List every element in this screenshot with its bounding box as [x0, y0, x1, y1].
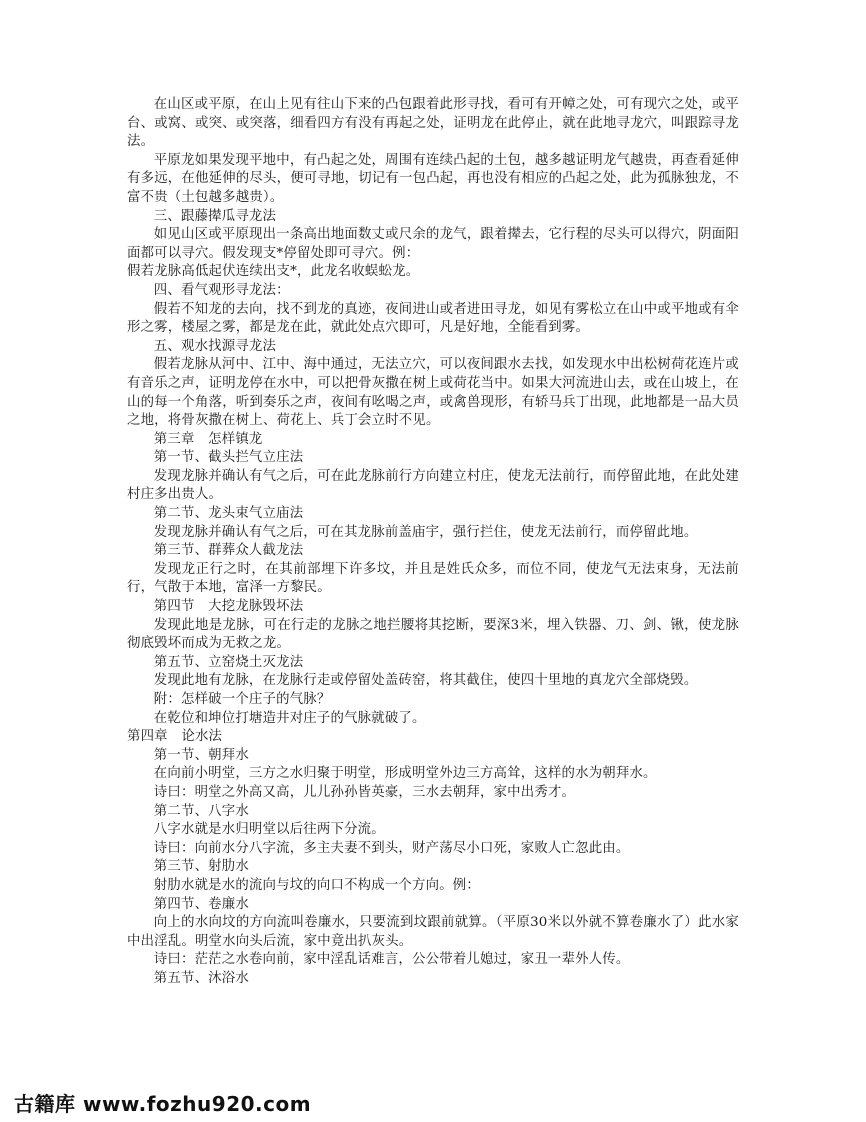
paragraph: 在向前小明堂，三方之水归聚于明堂，形成明堂外边三方高耸，这样的水为朝拜水。 [153, 766, 657, 782]
paragraph: 第二节、八字水 [153, 803, 249, 819]
paragraph: 发现龙脉并确认有气之后，可在其龙脉前盖庙宇，强行拦住，使龙无法前行，而停留此地。 [153, 524, 698, 540]
paragraph: 射肋水就是水的流向与坟的向口不构成一个方向。例： [153, 877, 480, 893]
paragraph: 诗曰：向前水分八字流，多主夫妻不到头，财产荡尽小口死，家败人亡忽此由。 [153, 840, 630, 856]
site-watermark [14, 1088, 311, 1117]
paragraph: 平原龙如果发现平地中，有凸起之处，周围有连续凸起的土包，越多越证明龙气越贵，再查看延伸有多远，在他延伸的尽头，便可寻地，切记有一包凸起，再也没有相应的凸起之处，此为孤脉独龙，不富不贵（土包越多越贵）。 [127, 152, 739, 205]
paragraph: 四、看气观形寻龙法： [153, 282, 290, 298]
paragraph: 发现此地是龙脉，可在行走的龙脉之地拦腰将其挖断，要深3米，埋入铁器、刀、剑、锹，使龙脉彻底毁坏而成为无救之龙。 [127, 617, 739, 652]
paragraph: 第三节、群葬众人截龙法 [153, 543, 304, 559]
paragraph: 诗曰：明堂之外高又高，儿儿孙孙皆英豪，三水去朝拜，家中出秀才。 [153, 784, 576, 800]
paragraph: 第四节、卷廉水 [153, 896, 249, 912]
paragraph: 第一节、截头拦气立庄法 [153, 450, 304, 466]
paragraph: 第四节 大挖龙脉毁坏法 [153, 599, 304, 615]
site-name: 古籍库 [14, 1092, 76, 1116]
paragraph: 三、跟藤撵瓜寻龙法 [153, 208, 277, 224]
paragraph: 附：怎样破一个庄子的气脉？ [153, 692, 331, 707]
paragraph: 在山区或平原，在山上见有往山下来的凸包跟着此形寻找，看可有开幛之处，可有现穴之处，或平台、或窝、或突、或突落，细看四方有没有再起之处，证明龙在此停止，就在此地寻龙穴，叫跟踪寻龙法。 [127, 97, 739, 150]
paragraph: 在乾位和坤位打塘造井对庄子的气脉就破了。 [153, 710, 426, 726]
paragraph: 发现此地有龙脉，在龙脉行走或停留处盖砖窑，将其截住，使四十里地的真龙穴全部烧毁。 [153, 673, 698, 689]
paragraph: 五、观水找源寻龙法 [153, 338, 277, 354]
paragraph: 假若龙脉从河中、江中、海中通过，无法立穴，可以夜间跟水去找，如发现水中出松树荷花连片或有音乐之声，证明龙停在水中，可以把骨灰撒在树上或荷花当中。如果大河流进山去，或在山坡上，在山的每一个角落，听到奏乐之声，夜间有吆喝之声，或禽兽现形，有轿马兵丁出现，此地都是一品大员之地，将骨灰撒在树上、荷花上、兵丁会立时不见。 [127, 357, 739, 429]
paragraph: 第五节、立窑烧土灭龙法 [153, 654, 304, 670]
document-body [127, 96, 739, 989]
paragraph: 向上的水向坟的方向流叫卷廉水，只要流到坟跟前就算。（平原30米以外就不算卷廉水了）此水家中出淫乱。明堂水向头后流，家中竟出扒灰头。 [127, 915, 739, 949]
paragraph: 第一节、朝拜水 [153, 747, 249, 763]
paragraph: 第三节、射肋水 [153, 859, 249, 875]
paragraph: 第三章 怎样镇龙 [153, 431, 263, 447]
paragraph: 第四章 论水法 [127, 729, 223, 745]
paragraph: 诗曰：茫茫之水卷向前，家中淫乱话难言，公公带着儿媳过，家丑一辈外人传。 [153, 952, 630, 968]
paragraph: 假若龙脉高低起伏连续出支*，此龙名收蜈蚣龙。 [127, 264, 420, 280]
paragraph: 如见山区或平原现出一条高出地面数丈或尺余的龙气，跟着撵去，它行程的尽头可以得穴，阴面阳面都可以寻穴。假发现支*停留处即可寻穴。例： [127, 227, 739, 261]
site-url[interactable]: www.fozhu920.com [82, 1092, 312, 1116]
paragraph: 发现龙脉并确认有气之后，可在此龙脉前行方向建立村庄，使龙无法前行，而停留此地，在此处建村庄多出贵人。 [127, 468, 739, 503]
paragraph: 发现龙正行之时，在其前部埋下许多坟，并且是姓氏众多，而位不同，使龙气无法束身，无法前行，气散于本地，富泽一方黎民。 [127, 561, 739, 596]
paragraph: 假若不知龙的去向，找不到龙的真迹，夜间进山或者进田寻龙，如见有雾松立在山中或平地或有伞形之雾，楼屋之雾，都是龙在此，就此处点穴即可，凡是好地，全能看到雾。 [127, 301, 739, 336]
paragraph: 第五节、沐浴水 [153, 970, 249, 986]
paragraph: 第二节、龙头束气立庙法 [153, 506, 304, 522]
paragraph: 八字水就是水归明堂以后往两下分流。 [153, 822, 385, 838]
